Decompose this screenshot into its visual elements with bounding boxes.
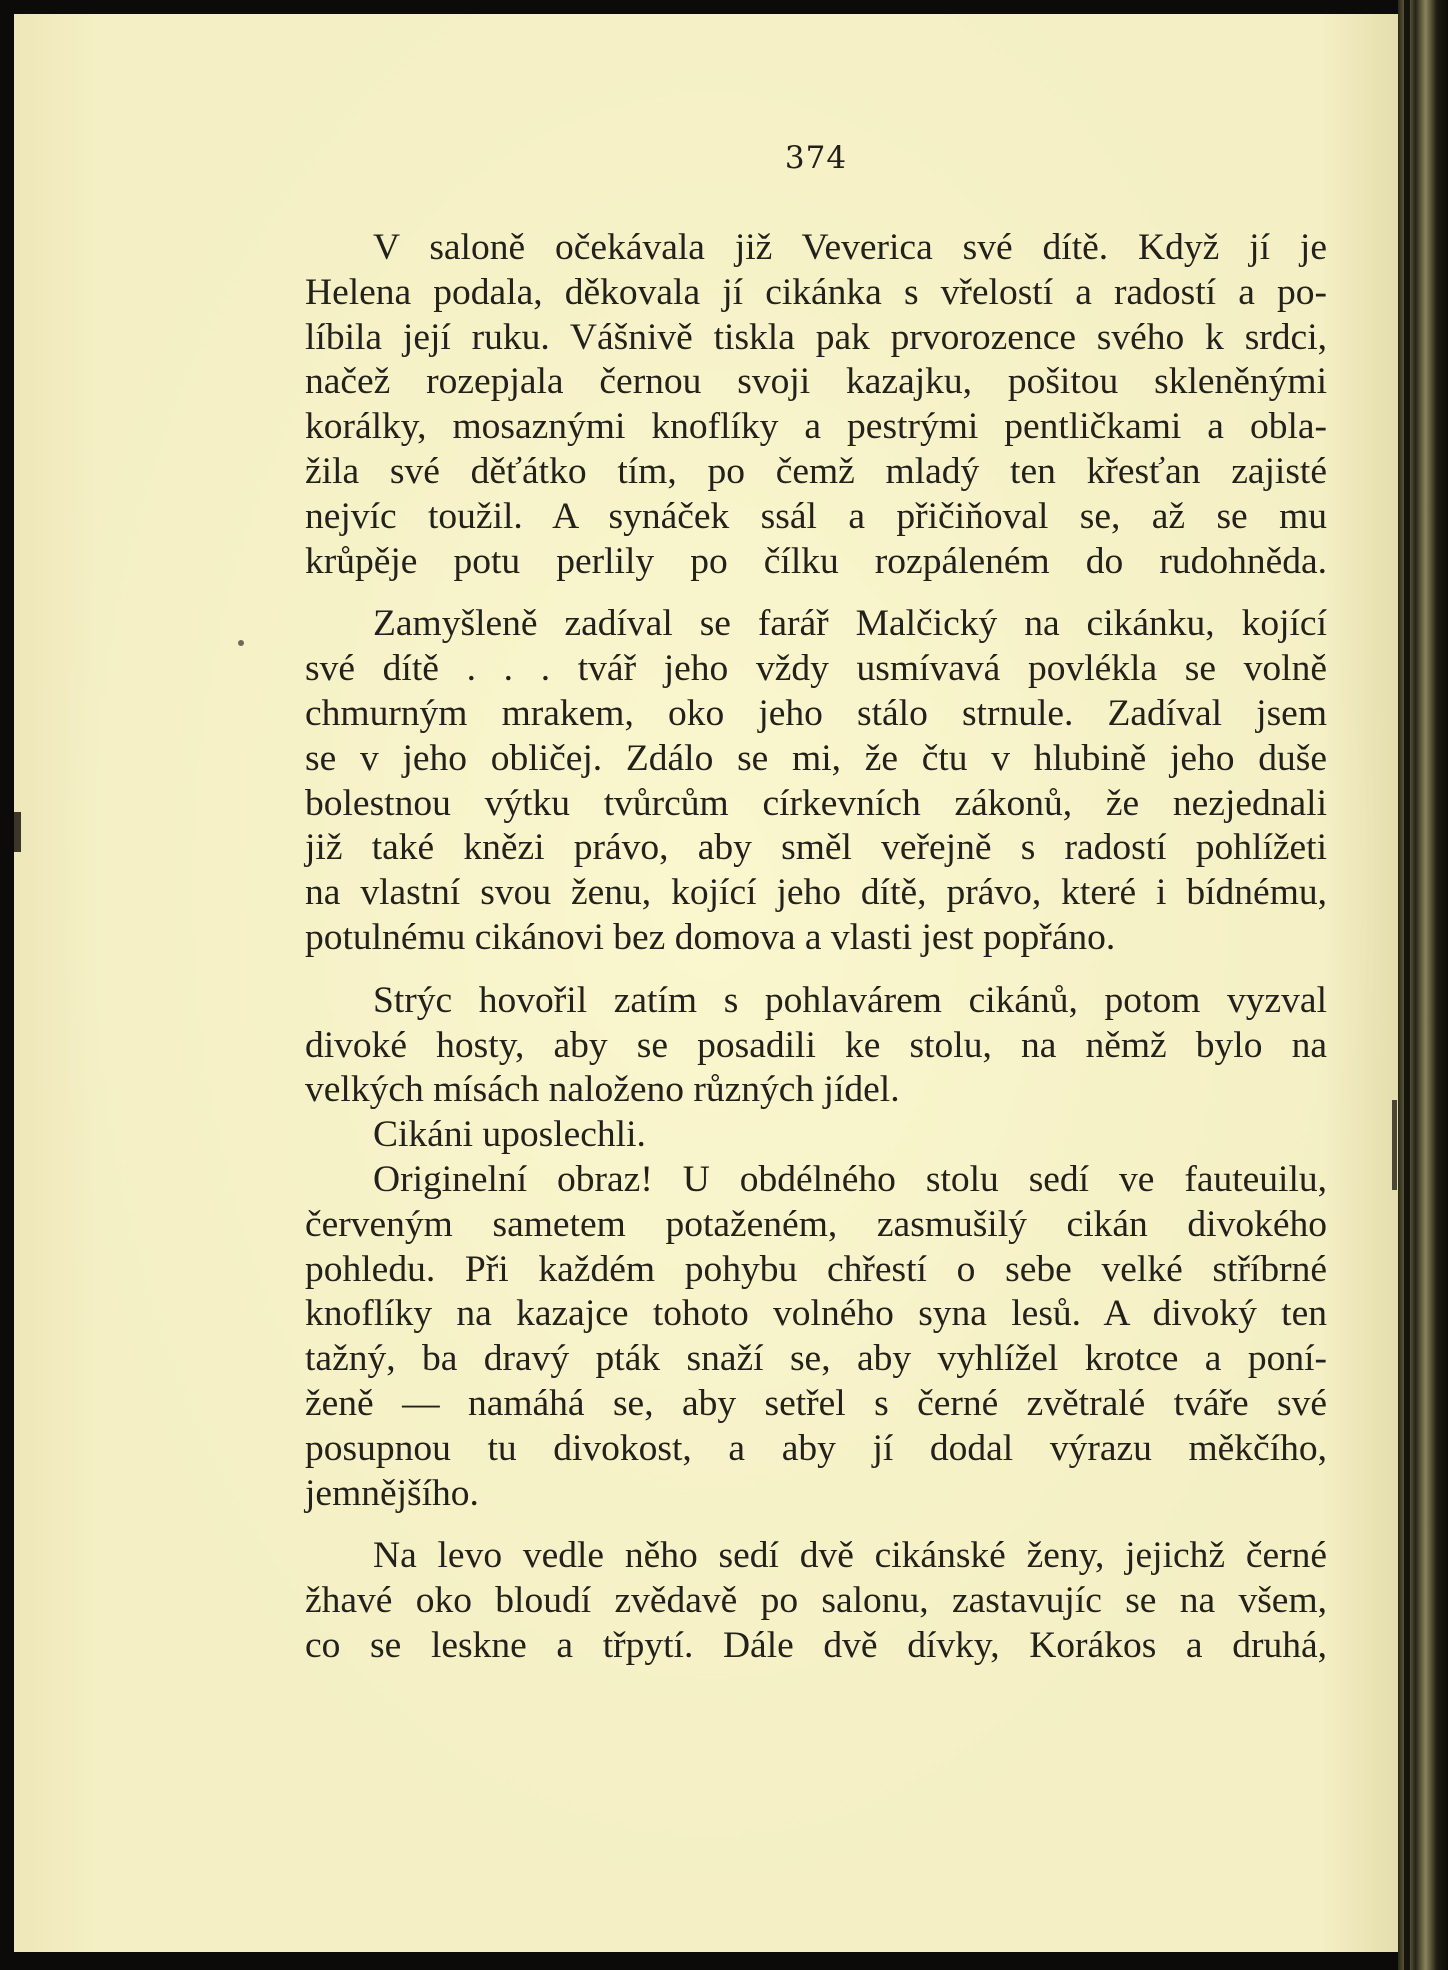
text-line: Strýc hovořil zatím s pohlavárem cikánů, potom vyzval bbox=[373, 979, 1327, 1021]
paragraph-6 bbox=[305, 1534, 1327, 1668]
text-line: se v jeho obličej. Zdálo se mi, že čtu v hlubině jeho duše bbox=[305, 737, 1327, 779]
text-line: velkých mísách naloženo různých jídel. bbox=[305, 1069, 900, 1111]
text-line: ženě — namáhá se, aby setřel s černé zvětralé tváře své bbox=[305, 1382, 1327, 1424]
text-line: žila své děťátko tím, po čemž mladý ten křesťan zajisté bbox=[305, 450, 1327, 492]
paragraph-5 bbox=[305, 1158, 1327, 1516]
text-line: již také knězi právo, aby směl veřejně s radostí pohlížeti bbox=[305, 827, 1327, 869]
text-line: co se leskne a třpytí. Dále dvě dívky, Korákos a druhá, bbox=[305, 1624, 1327, 1666]
text-line: Helena podala, děkovala jí cikánka s vřelostí a radostí a po- bbox=[305, 271, 1327, 313]
ink-speck bbox=[238, 640, 244, 646]
text-line: Originelní obraz! U obdélného stolu sedí ve fauteuilu, bbox=[373, 1158, 1327, 1200]
text-line: chmurným mrakem, oko jeho stálo strnule. Zadíval jsem bbox=[305, 692, 1327, 734]
text-line: červeným sametem potaženém, zasmušilý cikán divokého bbox=[305, 1203, 1327, 1245]
text-line: pohledu. Při každém pohybu chřestí o sebe velké stříbrné bbox=[305, 1248, 1327, 1290]
paragraph-1 bbox=[305, 226, 1327, 584]
text-line: žhavé oko bloudí zvědavě po salonu, zastavujíc se na všem, bbox=[305, 1580, 1327, 1622]
text-line: potulnému cikánovi bez domova a vlasti jest popřáno. bbox=[305, 916, 1116, 958]
paragraph-2 bbox=[305, 602, 1327, 960]
text-line: nejvíc toužil. A synáček ssál a přičiňoval se, až se mu bbox=[305, 495, 1327, 537]
text-line: V saloně očekávala již Veverica své dítě. Když jí je bbox=[373, 227, 1327, 268]
text-line: posupnou tu divokost, a aby jí dodal výrazu měkčího, bbox=[305, 1427, 1327, 1469]
text-line: tažný, ba dravý pták snaží se, aby vyhlížel krotce a poní- bbox=[305, 1338, 1327, 1380]
text-line: na vlastní svou ženu, kojící jeho dítě, právo, které i bídnému, bbox=[305, 872, 1327, 914]
gutter-shadow bbox=[1404, 0, 1410, 1970]
paragraph-4 bbox=[305, 1113, 1327, 1158]
margin-mark bbox=[14, 812, 21, 852]
text-line: jemnějšího. bbox=[305, 1472, 479, 1514]
text-line: knoflíky na kazajce tohoto volného syna lesů. A divoký ten bbox=[305, 1293, 1327, 1335]
edge-shadow bbox=[1392, 1100, 1397, 1190]
text-line: korálky, mosaznými knoflíky a pestrými pentličkami a obla- bbox=[305, 406, 1327, 448]
text-line: Na levo vedle něho sedí dvě cikánské ženy, jejichž černé bbox=[373, 1535, 1327, 1577]
text-line: načež rozepjala černou svoji kazajku, pošitou skleněnými bbox=[305, 361, 1327, 403]
paragraph-3 bbox=[305, 979, 1327, 1113]
page-number: 374 bbox=[784, 140, 848, 176]
text-line: Zamyšleně zadíval se farář Malčický na cikánku, kojící bbox=[373, 603, 1327, 645]
text-line: své dítě . . . tvář jeho vždy usmívavá povlékla se volně bbox=[305, 648, 1327, 690]
text-line: Cikáni uposlechli. bbox=[373, 1114, 646, 1156]
text-line: bolestnou výtku tvůrcům církevních zákonů, že nezjednali bbox=[305, 782, 1327, 824]
text-line: líbila její ruku. Vášnivě tiskla pak prvorozence svého k srdci, bbox=[305, 316, 1327, 358]
text-line: krůpěje potu perlily po čílku rozpáleném do rudohněda. bbox=[305, 540, 1327, 582]
text-line: divoké hosty, aby se posadili ke stolu, na němž bylo na bbox=[305, 1024, 1327, 1066]
body-text bbox=[305, 226, 1327, 1669]
